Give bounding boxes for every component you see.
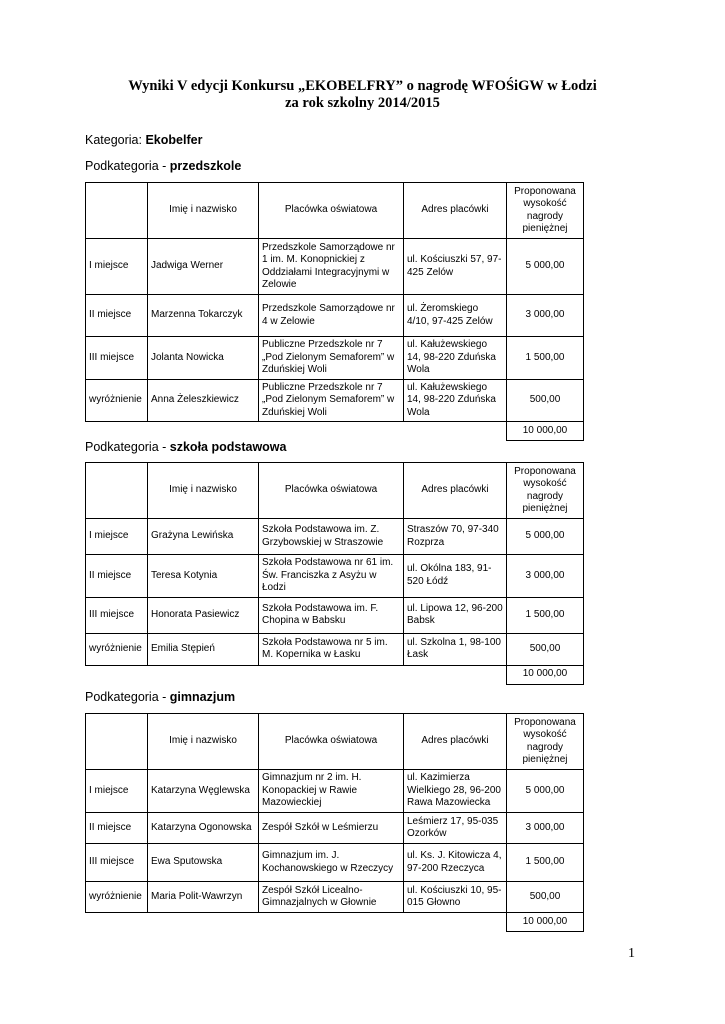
header-name: Imię i nazwisko — [148, 714, 259, 770]
address-cell: ul. Kościuszki 57, 97-425 Zelów — [404, 239, 507, 295]
institution-cell: Szkoła Podstawowa nr 5 im. M. Kopernika w Łasku — [259, 633, 404, 665]
table-header-row — [86, 463, 584, 519]
name-cell: Grażyna Lewińska — [148, 519, 259, 555]
place-cell: II miejsce — [86, 555, 148, 598]
subcategory-label-gimnazjum — [85, 690, 235, 704]
amount-cell: 5 000,00 — [507, 519, 584, 555]
header-address: Adres placówki — [404, 183, 507, 239]
category-value: Ekobelfer — [145, 133, 203, 147]
table-row — [86, 555, 584, 598]
institution-cell: Gimnazjum im. J. Kochanowskiego w Rzeczycy — [259, 844, 404, 882]
total-cell: 10 000,00 — [507, 665, 584, 684]
name-cell: Teresa Kotynia — [148, 555, 259, 598]
place-cell: I miejsce — [86, 519, 148, 555]
table-row — [86, 337, 584, 380]
amount-cell: 500,00 — [507, 379, 584, 422]
institution-cell: Zespół Szkół w Leśmierzu — [259, 813, 404, 844]
table-row — [86, 844, 584, 882]
header-name: Imię i nazwisko — [148, 463, 259, 519]
results-table-szkola-podstawowa — [85, 462, 584, 685]
name-cell: Anna Żeleszkiewicz — [148, 379, 259, 422]
header-name: Imię i nazwisko — [148, 183, 259, 239]
institution-cell: Gimnazjum nr 2 im. H. Konopackiej w Rawie Mazowieckiej — [259, 770, 404, 813]
table-header-row — [86, 183, 584, 239]
place-cell: III miejsce — [86, 597, 148, 633]
header-place — [86, 463, 148, 519]
address-cell: ul. Kościuszki 10, 95-015 Głowno — [404, 882, 507, 913]
name-cell: Katarzyna Ogonowska — [148, 813, 259, 844]
address-cell: ul. Szkolna 1, 98-100 Łask — [404, 633, 507, 665]
address-cell: ul. Ks. J. Kitowicza 4, 97-200 Rzeczyca — [404, 844, 507, 882]
name-cell: Jolanta Nowicka — [148, 337, 259, 380]
name-cell: Marzenna Tokarczyk — [148, 295, 259, 337]
total-cell: 10 000,00 — [507, 913, 584, 932]
place-cell: I miejsce — [86, 770, 148, 813]
institution-cell: Szkoła Podstawowa im. F. Chopina w Babsku — [259, 597, 404, 633]
address-cell: Straszów 70, 97-340 Rozprza — [404, 519, 507, 555]
amount-cell: 3 000,00 — [507, 555, 584, 598]
place-cell: III miejsce — [86, 844, 148, 882]
institution-cell: Publiczne Przedszkole nr 7 „Pod Zielonym Semaforem” w Zduńskiej Woli — [259, 337, 404, 380]
title-line-1: Wyniki V edycji Konkursu „EKOBELFRY” o nagrodę WFOŚiGW w Łodzi — [128, 78, 597, 94]
table-row — [86, 633, 584, 665]
name-cell: Jadwiga Werner — [148, 239, 259, 295]
header-amount: Proponowana wysokość nagrody pieniężnej — [507, 183, 584, 239]
table-header-row — [86, 714, 584, 770]
category-label — [85, 133, 202, 147]
title-line-2: za rok szkolny 2014/2015 — [285, 95, 440, 111]
institution-cell: Przedszkole Samorządowe nr 4 w Zelowie — [259, 295, 404, 337]
name-cell: Emilia Stępień — [148, 633, 259, 665]
place-cell: III miejsce — [86, 337, 148, 380]
name-cell: Maria Polit-Wawrzyn — [148, 882, 259, 913]
table-row — [86, 770, 584, 813]
place-cell: wyróżnienie — [86, 633, 148, 665]
subcategory-prefix: Podkategoria - — [85, 440, 170, 454]
place-cell: wyróżnienie — [86, 379, 148, 422]
header-address: Adres placówki — [404, 463, 507, 519]
table-row — [86, 597, 584, 633]
amount-cell: 1 500,00 — [507, 337, 584, 380]
header-institution: Placówka oświatowa — [259, 463, 404, 519]
subcategory-prefix: Podkategoria - — [85, 159, 170, 173]
address-cell: Leśmierz 17, 95-035 Ozorków — [404, 813, 507, 844]
header-amount: Proponowana wysokość nagrody pieniężnej — [507, 463, 584, 519]
table-row — [86, 519, 584, 555]
page-number: 1 — [628, 946, 635, 961]
subcategory-name: szkoła podstawowa — [169, 440, 287, 454]
institution-cell: Szkoła Podstawowa im. Z. Grzybowskiej w Straszowie — [259, 519, 404, 555]
total-row — [86, 913, 584, 932]
place-cell: wyróżnienie — [86, 882, 148, 913]
address-cell: ul. Kałużewskiego 14, 98-220 Zduńska Wola — [404, 337, 507, 380]
total-row — [86, 422, 584, 441]
name-cell: Honorata Pasiewicz — [148, 597, 259, 633]
place-cell: I miejsce — [86, 239, 148, 295]
place-cell: II miejsce — [86, 813, 148, 844]
amount-cell: 1 500,00 — [507, 597, 584, 633]
address-cell: ul. Żeromskiego 4/10, 97-425 Zelów — [404, 295, 507, 337]
address-cell: ul. Kazimierza Wielkiego 28, 96-200 Rawa Mazowiecka — [404, 770, 507, 813]
header-place — [86, 714, 148, 770]
category-prefix: Kategoria: — [85, 133, 146, 147]
address-cell: ul. Lipowa 12, 96-200 Babsk — [404, 597, 507, 633]
results-table-przedszkole — [85, 182, 584, 441]
header-institution: Placówka oświatowa — [259, 183, 404, 239]
amount-cell: 5 000,00 — [507, 770, 584, 813]
table-row — [86, 295, 584, 337]
header-institution: Placówka oświatowa — [259, 714, 404, 770]
institution-cell: Przedszkole Samorządowe nr 1 im. M. Konopnickiej z Oddziałami Integracyjnymi w Zelowie — [259, 239, 404, 295]
header-place — [86, 183, 148, 239]
name-cell: Ewa Sputowska — [148, 844, 259, 882]
header-address: Adres placówki — [404, 714, 507, 770]
amount-cell: 5 000,00 — [507, 239, 584, 295]
address-cell: ul. Okólna 183, 91-520 Łódź — [404, 555, 507, 598]
header-amount: Proponowana wysokość nagrody pieniężnej — [507, 714, 584, 770]
results-table-gimnazjum — [85, 713, 584, 932]
total-cell: 10 000,00 — [507, 422, 584, 441]
amount-cell: 1 500,00 — [507, 844, 584, 882]
table-row — [86, 379, 584, 422]
total-row — [86, 665, 584, 684]
amount-cell: 500,00 — [507, 882, 584, 913]
subcategory-label-szkola-podstawowa — [85, 440, 286, 454]
place-cell: II miejsce — [86, 295, 148, 337]
amount-cell: 3 000,00 — [507, 813, 584, 844]
address-cell: ul. Kałużewskiego 14, 98-220 Zduńska Wola — [404, 379, 507, 422]
institution-cell: Zespół Szkół Licealno-Gimnazjalnych w Głownie — [259, 882, 404, 913]
subcategory-prefix: Podkategoria - — [85, 690, 170, 704]
amount-cell: 500,00 — [507, 633, 584, 665]
institution-cell: Szkoła Podstawowa nr 61 im. Św. Franciszka z Asyżu w Łodzi — [259, 555, 404, 598]
institution-cell: Publiczne Przedszkole nr 7 „Pod Zielonym Semaforem” w Zduńskiej Woli — [259, 379, 404, 422]
name-cell: Katarzyna Węglewska — [148, 770, 259, 813]
subcategory-label-przedszkole — [85, 159, 241, 173]
subcategory-name: gimnazjum — [169, 690, 236, 704]
amount-cell: 3 000,00 — [507, 295, 584, 337]
subcategory-name: przedszkole — [169, 159, 242, 173]
document-title — [0, 78, 725, 112]
table-row — [86, 882, 584, 913]
table-row — [86, 239, 584, 295]
table-row — [86, 813, 584, 844]
